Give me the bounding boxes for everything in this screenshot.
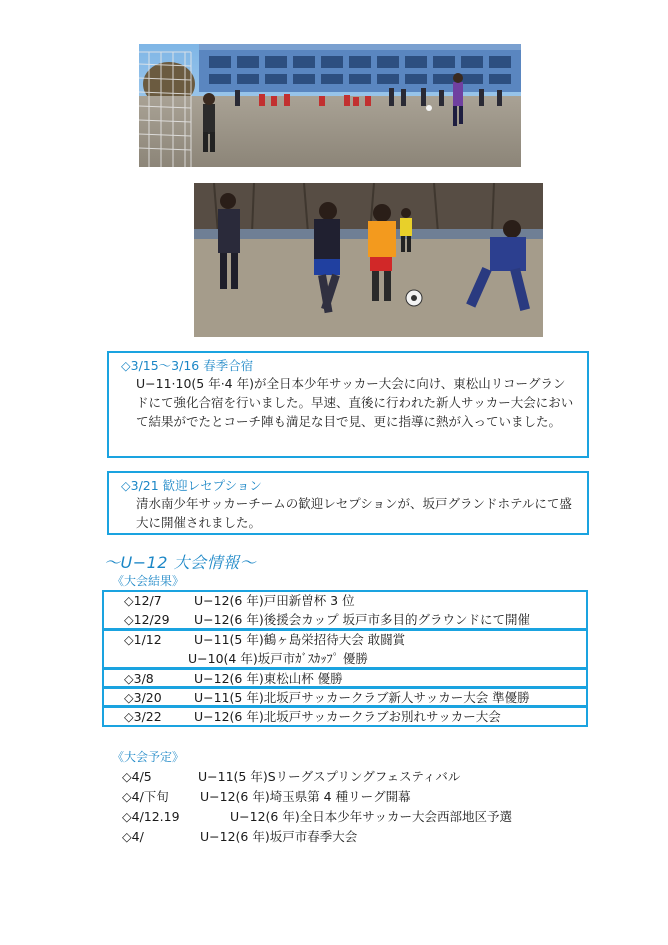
results-group [102,629,588,669]
result-detail: U−11(5 年)鶴ヶ島栄招待大会 敢闘賞 [194,632,406,647]
results-group [102,590,588,630]
result-detail: U−12(6 年)後援会カップ 坂戸市多目的グラウンドにて開催 [194,612,531,627]
result-detail: U−12(6 年)戸田新曽杯 3 位 [194,593,355,608]
event-title: ◇3/15〜3/16 春季合宿 [121,358,254,373]
event-title: ◇3/21 歓迎レセプション [121,478,262,493]
schedule-row [122,768,461,786]
soccer-match-photo-icon [194,183,543,337]
schedule-date: ◇4/下旬 [122,789,169,804]
schedule-heading: 《大会予定》 [112,750,185,764]
result-date: ◇12/7 [124,593,162,608]
schedule-row [122,788,411,806]
result-detail: U−10(4 年)坂戸市ｶﾞｽｶｯﾌﾟ 優勝 [188,651,368,666]
result-row [104,631,586,649]
results-group [102,687,588,707]
results-group [102,706,588,727]
result-detail: U−12(6 年)北坂戸サッカークラブお別れサッカー大会 [194,709,501,724]
schedule-row [122,808,512,826]
soccer-field-photo-icon [139,44,521,167]
result-row [104,689,586,707]
photo-match [194,183,543,337]
event-reception [107,471,589,535]
photo-training-field [139,44,521,167]
schedule-date: ◇4/5 [122,769,152,784]
schedule-detail: U−12(6 年)埼玉県第 4 種リーグ開幕 [200,789,411,804]
result-date: ◇3/8 [124,671,154,686]
event-body: 清水南少年サッカーチームの歓迎レセプションが、坂戸グランドホテルにて盛大に開催されました。 [136,496,572,530]
result-row [104,708,586,726]
results-heading: 《大会結果》 [112,574,185,588]
result-date: ◇1/12 [124,632,162,647]
schedule-detail: U−12(6 年)全日本少年サッカー大会西部地区予選 [230,809,512,824]
schedule-date: ◇4/12.19 [122,809,180,824]
event-body: U−11·10(5 年·4 年)が全日本少年サッカー大会に向け、東松山リコーグランドにて強化合宿を行いました。早速、直後に行われた新人サッカー大会において結果がでたとコーチ陣も満足な目で見、更に指導に熱が入っていました。 [136,376,574,429]
result-row [104,592,586,610]
result-date: ◇12/29 [124,612,170,627]
results-group [102,668,588,688]
section-heading: 〜U−12 大会情報〜 [104,553,257,572]
result-row [104,650,586,668]
schedule-row [122,828,358,846]
result-date: ◇3/22 [124,709,162,724]
event-spring-camp [107,351,589,458]
result-detail: U−11(5 年)北坂戸サッカークラブ新人サッカー大会 準優勝 [194,690,530,705]
schedule-detail: U−11(5 年)Sリーグスプリングフェスティバル [198,769,461,784]
schedule-detail: U−12(6 年)坂戸市春季大会 [200,829,358,844]
result-row [104,670,586,688]
schedule-date: ◇4/ [122,829,144,844]
result-detail: U−12(6 年)東松山杯 優勝 [194,671,343,686]
result-row [104,611,586,629]
result-date: ◇3/20 [124,690,162,705]
